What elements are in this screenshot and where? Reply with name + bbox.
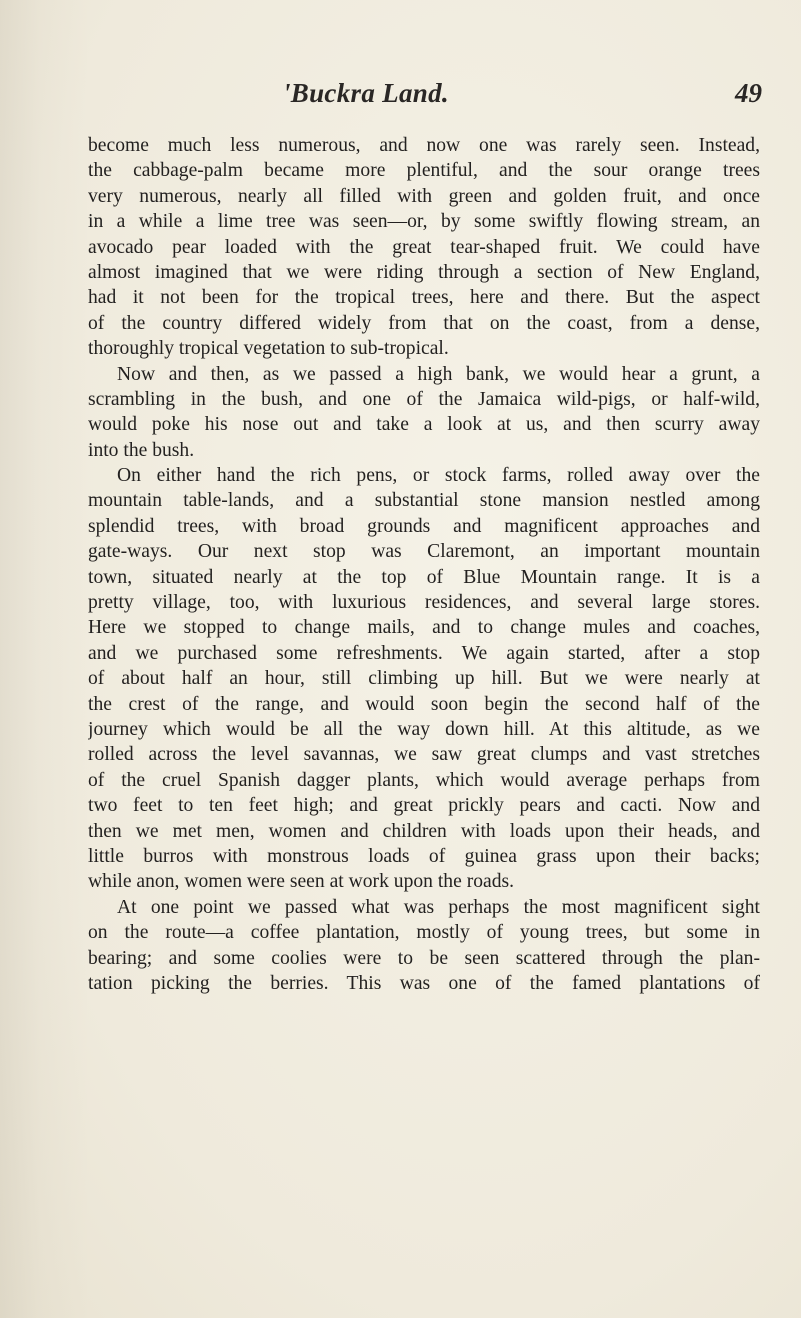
text-line: rolled across the level savannas, we saw great clumps and vast stretches (88, 744, 760, 766)
text-line: Here we stopped to change mails, and to change mules and coaches, (88, 617, 760, 639)
text-line: town, situated nearly at the top of Blue Mountain range. It is a (88, 566, 760, 588)
text-line: of the country differed widely from that on the coast, from a dense, (88, 312, 760, 334)
text-line: had it not been for the tropical trees, here and there. But the aspect (88, 287, 760, 309)
text-line: on the route—a coffee plantation, mostly of young trees, but some in (88, 922, 760, 944)
text-line: At one point we passed what was perhaps the most magnificent sight (117, 896, 760, 918)
text-line: thoroughly tropical vegetation to sub-tropical. (88, 338, 449, 360)
text-line: Now and then, as we passed a high bank, we would hear a grunt, a (117, 363, 760, 385)
running-head-title: 'Buckra Land. (283, 78, 449, 108)
text-line: almost imagined that we were riding through a section of New England, (88, 261, 760, 283)
text-line: scrambling in the bush, and one of the Jamaica wild-pigs, or half-wild, (88, 388, 760, 410)
running-head (0, 78, 801, 118)
text-line: splendid trees, with broad grounds and magnificent approaches and (88, 515, 760, 537)
text-line: of about half an hour, still climbing up hill. But we were nearly at (88, 668, 760, 690)
text-line: little burros with monstrous loads of guinea grass upon their backs; (88, 845, 760, 867)
text-line: journey which would be all the way down hill. At this altitude, as we (88, 718, 760, 740)
text-line: would poke his nose out and take a look at us, and then scurry away (88, 414, 760, 436)
text-line: two feet to ten feet high; and great prickly pears and cacti. Now and (88, 795, 760, 817)
text-line: gate-ways. Our next stop was Claremont, an important mountain (88, 541, 760, 563)
text-line: bearing; and some coolies were to be seen scattered through the plan- (88, 947, 760, 969)
page-number: 49 (735, 78, 762, 108)
text-line: the cabbage-palm became more plentiful, and the sour orange trees (88, 160, 760, 182)
text-line: the crest of the range, and would soon begin the second half of the (88, 693, 760, 715)
text-line: mountain table-lands, and a substantial stone mansion nestled among (88, 490, 760, 512)
text-line: in a while a lime tree was seen—or, by some swiftly flowing stream, an (88, 211, 760, 233)
text-line: into the bush. (88, 439, 195, 461)
text-line: then we met men, women and children with loads upon their heads, and (88, 820, 760, 842)
text-line: pretty village, too, with luxurious residences, and several large stores. (88, 592, 760, 614)
text-line: of the cruel Spanish dagger plants, which would average perhaps from (88, 769, 760, 791)
body-text (88, 133, 760, 996)
text-line: become much less numerous, and now one was rarely seen. Instead, (88, 135, 760, 156)
text-line: very numerous, nearly all filled with green and golden fruit, and once (88, 185, 760, 207)
text-line: On either hand the rich pens, or stock farms, rolled away over the (117, 465, 760, 487)
text-line: avocado pear loaded with the great tear-shaped fruit. We could have (88, 236, 760, 258)
text-line: while anon, women were seen at work upon the roads. (88, 871, 515, 893)
text-line: and we purchased some refreshments. We again started, after a stop (88, 642, 760, 664)
text-line: tation picking the berries. This was one of the famed plantations of (88, 972, 760, 994)
